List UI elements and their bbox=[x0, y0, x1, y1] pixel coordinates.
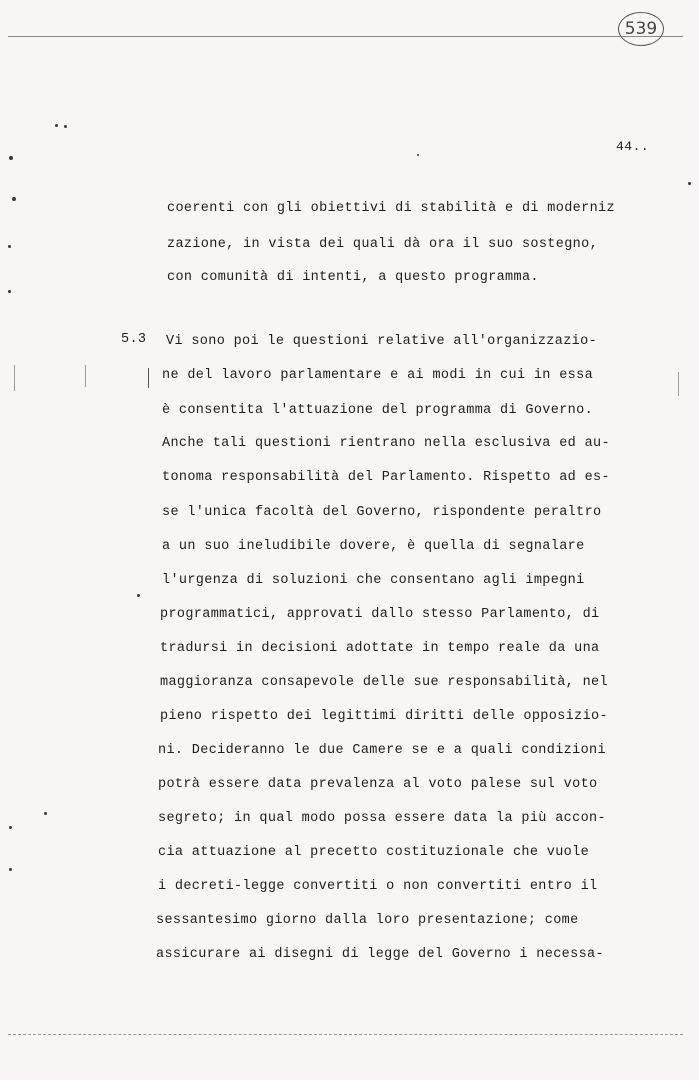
text-line: potrà essere data prevalenza al voto palese sul voto bbox=[158, 777, 598, 792]
text-line: segreto; in qual modo possa essere data la più accon- bbox=[158, 811, 606, 826]
scan-mark bbox=[14, 365, 15, 391]
text-line: coerenti con gli obiettivi di stabilità e di moderniz bbox=[167, 201, 615, 216]
text-line: zazione, in vista dei quali dà ora il suo sostegno, bbox=[167, 237, 599, 252]
page-number: 44.. bbox=[616, 139, 650, 154]
scan-speck bbox=[8, 290, 11, 293]
text-line: con comunità di intenti, a questo programma. bbox=[167, 270, 539, 285]
text-line: tonoma responsabilità del Parlamento. Rispetto ad es- bbox=[162, 470, 610, 485]
scan-mark bbox=[85, 365, 86, 387]
text-line: programmatici, approvati dallo stesso Parlamento, di bbox=[160, 607, 600, 622]
text-line: pieno rispetto dei legittimi diritti delle opposizio- bbox=[160, 709, 608, 724]
scan-speck bbox=[8, 245, 11, 248]
archive-stamp: 539 bbox=[618, 12, 664, 46]
scan-mark bbox=[148, 368, 149, 388]
scan-speck bbox=[12, 197, 16, 201]
text-line: l'urgenza di soluzioni che consentano agli impegni bbox=[162, 573, 585, 588]
scan-speck bbox=[44, 812, 47, 815]
text-line: è consentita l'attuazione del programma di Governo. bbox=[162, 403, 594, 418]
text-line: a un suo ineludibile dovere, è quella di segnalare bbox=[162, 539, 585, 554]
scan-speck bbox=[9, 156, 13, 160]
text-line: Anche tali questioni rientrano nella esclusiva ed au- bbox=[162, 436, 610, 451]
section-number: 5.3 bbox=[121, 332, 147, 347]
scan-speck bbox=[417, 154, 419, 156]
text-line: Vi sono poi le questioni relative all'organizzazio- bbox=[166, 334, 598, 349]
scan-speck bbox=[64, 125, 67, 128]
bottom-scan-rule bbox=[8, 1034, 683, 1035]
text-line: sessantesimo giorno dalla loro presentazione; come bbox=[156, 913, 579, 928]
scan-speck bbox=[9, 826, 12, 829]
text-line: ne del lavoro parlamentare e ai modi in cui in essa bbox=[162, 368, 594, 383]
scan-speck bbox=[137, 594, 140, 597]
text-line: cia attuazione al precetto costituzionale che vuole bbox=[158, 845, 590, 860]
top-scan-rule bbox=[8, 36, 683, 37]
text-line: assicurare ai disegni di legge del Governo i necessa- bbox=[156, 947, 604, 962]
text-line: maggioranza consapevole delle sue responsabilità, nel bbox=[160, 675, 608, 690]
text-line: ni. Decideranno le due Camere se e a quali condizioni bbox=[158, 743, 606, 758]
scan-speck bbox=[688, 182, 691, 185]
text-line: se l'unica facoltà del Governo, rispondente peraltro bbox=[162, 505, 602, 520]
text-line: tradursi in decisioni adottate in tempo reale da una bbox=[160, 641, 600, 656]
scan-speck bbox=[55, 124, 58, 127]
scan-mark bbox=[678, 372, 679, 396]
scan-speck bbox=[9, 868, 12, 871]
text-line: i decreti-legge convertiti o non convertiti entro il bbox=[158, 879, 598, 894]
